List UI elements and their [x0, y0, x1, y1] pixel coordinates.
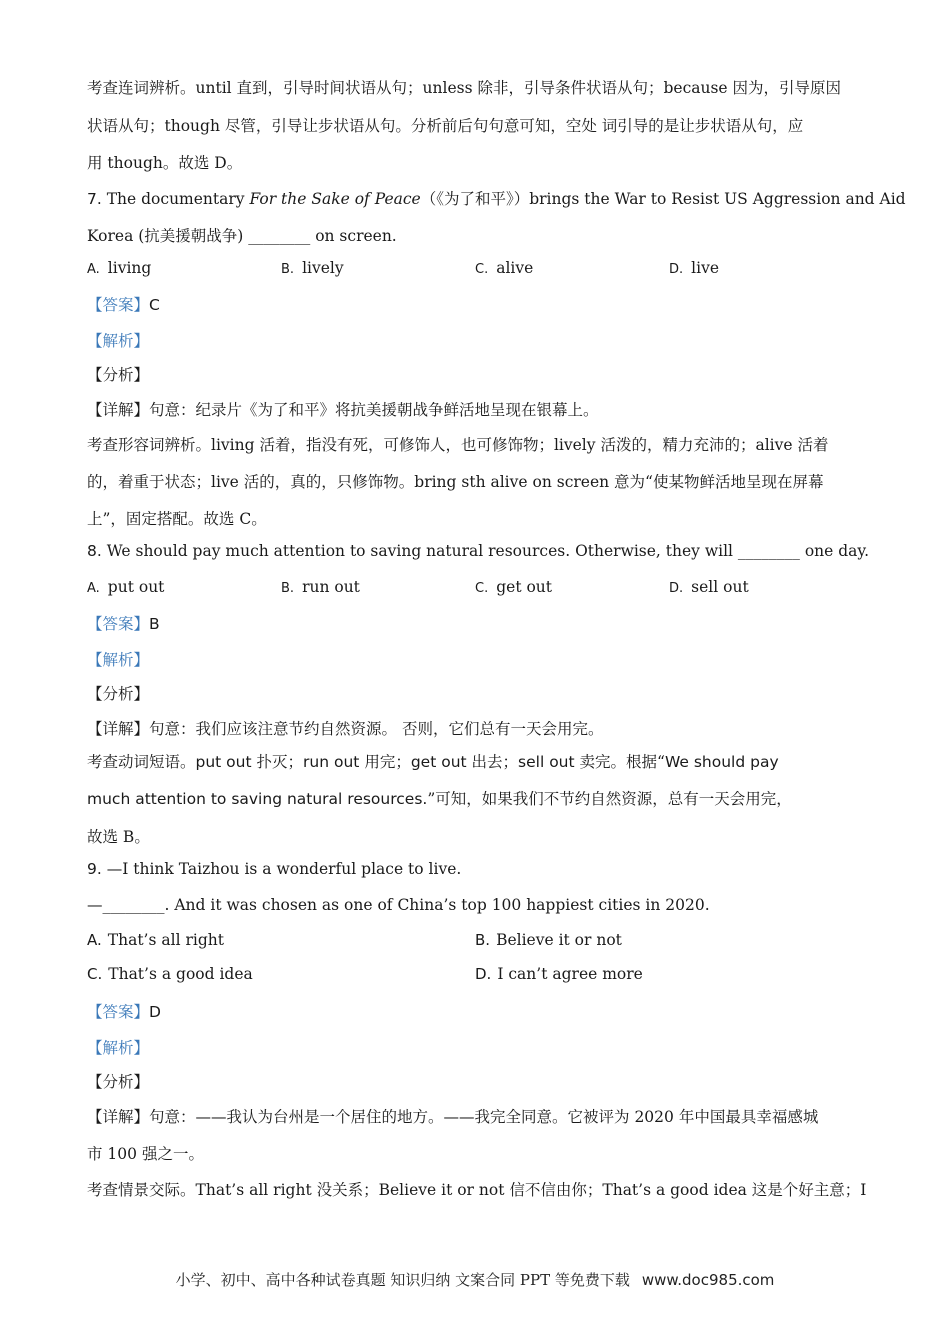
q8-exp-line-3: 故选 B。: [87, 828, 150, 846]
q7-stem-line-2: Korea (抗美援朝战争) ________ on screen.: [87, 227, 397, 245]
q9-option-c[interactable]: C. That’s a good idea: [87, 965, 253, 983]
q7-exp-line-1: 考查形容词辨析。living 活着，指没有死，可修饰人，也可修饰物；lively 活泼的，精力充沛的；alive 活着: [87, 436, 829, 454]
q9-fenxi-label: 【分析】: [87, 1073, 150, 1091]
q7-option-c[interactable]: C. alive: [475, 259, 534, 277]
q8-option-a[interactable]: A. put out: [87, 578, 165, 596]
q8-option-b[interactable]: B. run out: [281, 578, 360, 596]
q9-exp-line-1: 考查情景交际。That’s all right 没关系；Believe it or not 信不信由你；That’s a good idea 这是个好主意；I: [87, 1181, 867, 1199]
q9-detail-line-2: 市 100 强之一。: [87, 1145, 204, 1163]
q8-fenxi-label: 【分析】: [87, 685, 150, 703]
q8-detail: 【详解】句意：我们应该注意节约自然资源。 否则，它们总有一天会用完。: [87, 720, 604, 738]
footer-url[interactable]: www.doc985.com: [641, 1271, 775, 1289]
q7-fenxi-label: 【分析】: [87, 366, 150, 384]
q7-stem: 7. The documentary For the Sake of Peace（《为了和平》）brings the War to Resist US Aggression and Aid: [87, 190, 906, 208]
q7-jiexi-label: 【解析】: [87, 332, 150, 350]
intro-line-1: 考查连词辨析。until 直到，引导时间状语从句；unless 除非，引导条件状语从句；because 因为，引导原因: [87, 79, 842, 97]
q7-option-d[interactable]: D. live: [669, 259, 720, 277]
q7-option-a[interactable]: A. living: [87, 259, 152, 277]
q7-answer: 【答案】C: [87, 296, 160, 314]
q9-option-b[interactable]: B. Believe it or not: [475, 931, 622, 949]
q8-option-d[interactable]: D. sell out: [669, 578, 749, 596]
q7-exp-line-2: 的，着重于状态；live 活的，真的，只修饰物。bring sth alive on screen 意为“使某物鲜活地呈现在屏幕: [87, 473, 824, 491]
intro-line-2: 状语从句；though 尽管，引导让步状语从句。分析前后句句意可知，空处 词引导的是让步状语从句，应: [87, 117, 804, 135]
q8-jiexi-label: 【解析】: [87, 651, 150, 669]
q8-exp-line-1: 考查动词短语。put out 扑灭；run out 用完；get out 出去；sell out 卖完。根据“We should pay: [87, 753, 779, 771]
q9-answer: 【答案】D: [87, 1003, 161, 1021]
q7-exp-line-3: 上”，固定搭配。故选 C。: [87, 510, 267, 528]
q7-option-b[interactable]: B. lively: [281, 259, 344, 277]
page-footer: [0, 1269, 950, 1290]
q9-jiexi-label: 【解析】: [87, 1039, 150, 1057]
q8-answer: 【答案】B: [87, 615, 160, 633]
q7-detail: 【详解】句意：纪录片《为了和平》将抗美援朝战争鲜活地呈现在银幕上。: [87, 401, 599, 419]
q9-stem-line-2: —________. And it was chosen as one of China’s top 100 happiest cities in 2020.: [87, 896, 710, 914]
q9-detail: 【详解】句意：——我认为台州是一个居住的地方。——我完全同意。它被评为 2020 年中国最具幸福感城: [87, 1108, 819, 1126]
q8-option-c[interactable]: C. get out: [475, 578, 553, 596]
q9-stem: 9. —I think Taizhou is a wonderful place to live.: [87, 860, 462, 878]
q7-number: 7.: [87, 190, 107, 208]
q8-stem: 8. We should pay much attention to saving natural resources. Otherwise, they will ________ one day.: [87, 542, 870, 560]
q9-option-d[interactable]: D. I can’t agree more: [475, 965, 643, 983]
q8-number: 8.: [87, 542, 107, 560]
q8-exp-line-2: much attention to saving natural resources.”可知，如果我们不节约自然资源，总有一天会用完，: [87, 790, 792, 808]
q7-title: For the Sake of Peace: [249, 190, 421, 208]
q9-number: 9.: [87, 860, 107, 878]
intro-line-3: 用 though。故选 D。: [87, 154, 243, 172]
footer-text: 小学、初中、高中各种试卷真题 知识归纳 文案合同 PPT 等免费下载: [175, 1271, 630, 1289]
q9-option-a[interactable]: A. That’s all right: [87, 931, 224, 949]
